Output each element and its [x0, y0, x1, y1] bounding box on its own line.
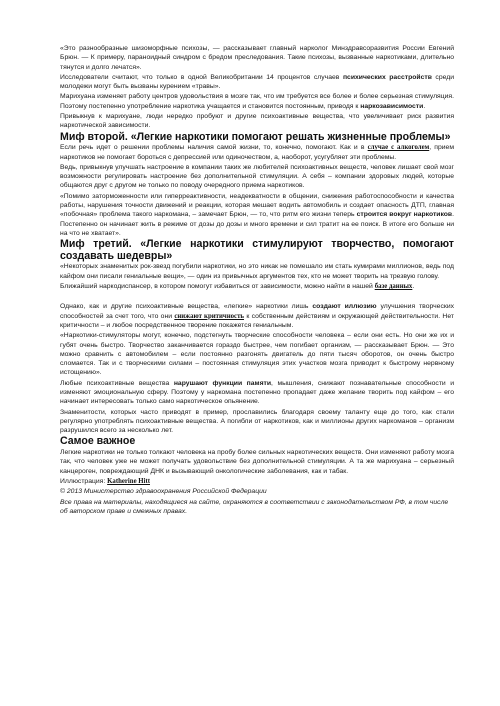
paragraph-quote-psychosis: «Это разнообразные шизоморфные психозы, — рассказывает главный нарколог Минздравсоразвития России Евгений Брюн. — К примеру, параноидный синдром с бредом преследования. Такие психозы, вызванные наркотиками, длительно тянутся и долго лечатся».: [60, 45, 454, 71]
link-database[interactable]: базе данных: [374, 283, 413, 291]
paragraph-brun-quote: [60, 192, 454, 238]
text: , мышления, снижают познавательные способности и изменяют эмоциональную сферу. Поэтому у наркомана постепенно пропадает даже желание творить под кайфом – его начинает интересовать только само наркотическое опьянение.: [60, 379, 455, 406]
link-illustrator[interactable]: Katherine Hitt: [107, 477, 150, 485]
text: Ближайший наркодиспансер, в котором помогут избавиться от зависимости, можно найти в нашей: [60, 283, 373, 291]
heading-myth-three: Миф третий. «Легкие наркотики стимулируют творчество, помогают создавать шедевры»: [60, 238, 454, 262]
emphasis-mental-disorders: психических расстройств: [342, 73, 432, 81]
text: Однако, как и другие психоактивные вещества, «легкие» наркотики лишь: [60, 303, 309, 311]
text: к собственным действиям и окружающей действительности. Нет критичности – и любое посредственное творение покажется гениальным.: [60, 312, 454, 329]
text: улучшения творческих способностей за счет того, что они: [60, 303, 455, 320]
emphasis-addiction: наркозависимости: [360, 102, 424, 110]
text: «Помимо заторможенности или гиперреактивности, неадекватности в общении, снижения работоспособности и качества работы, нарушения точности движений и реакции, которая мешает водить автомобиль и создает опасность ДТП, главная «побочная» проблема такого наркомана, – замечает Брюн, — то, что ритм его жизни теперь: [60, 192, 454, 219]
text: среди молодежи могут быть вызваны курением «травы».: [60, 73, 454, 91]
paragraph-marijuana-reward: [60, 92, 454, 111]
illustration-credit: [60, 477, 454, 486]
paragraph-celebrities: Знаменитости, которых часто приводят в пример, прославились благодаря своему таланту еще до того, как стали регулярно употреблять психоактивные вещества. А погибли от наркотиков, как и миллионы других наркоманов – организм разрушился всего за несколько лет.: [60, 408, 454, 435]
paragraph-memory: [60, 379, 454, 407]
paragraph-illusion: [60, 302, 454, 330]
text: Исследователи считают, что только в одной Великобритании 14 процентов случаев: [60, 73, 340, 81]
text: Если речь идет о решении проблемы наличия самой жизни, то, конечно, помогают. Как и в: [60, 144, 365, 152]
illustration-label: Иллюстрация:: [60, 477, 106, 485]
paragraph-stimulants: «Наркотики-стимуляторы могут, конечно, подстегнуть творческие способности человека – если они есть. Но они же их и губят очень быстро. Творчество заканчивается гораздо быстрее, чем погибает организм, — рассказывает Брюн. — Это можно сравнить с автомобилем – если постоянно разгонять двигатель до пяти тысяч оборотов, он очень быстро сломается. Так и с творческими силами – постоянная стимуляция этих участков мозга приводит к быстрому нервному истощению».: [60, 332, 454, 377]
emphasis-memory: нарушают функции памяти: [173, 379, 272, 387]
paragraph-research: [60, 73, 454, 92]
paragraph-mood-regulation: Ведь, привыкнув улучшать настроение в компании таких же любителей психоактивных веществ, человек лишает свой мозг возможности регулировать настроение без дополнительной стимуляции. А себя – компании здоровых людей, которые общаются друг с другом не только по поводу очередного приема наркотиков.: [60, 163, 454, 190]
text: Любые психоактивные вещества: [60, 379, 170, 387]
heading-myth-two: Миф второй. «Легкие наркотики помогают решать жизненные проблемы»: [60, 130, 451, 143]
spacer: [60, 292, 454, 302]
text: .: [423, 102, 426, 110]
emphasis-life-around-drugs: строится вокруг наркотиков: [356, 211, 453, 219]
link-criticality[interactable]: снижают критичность: [174, 312, 245, 320]
rights-notice: Все права на материалы, находящиеся на сайте, охраняются в соответствии с законодательством РФ, в том числе об авторском праве и смежных правах.: [60, 498, 449, 515]
paragraph-life-problems: [60, 143, 454, 162]
link-alcohol-case[interactable]: случае с алкоголем: [367, 144, 430, 152]
copyright: © 2013 Министерство здравоохранения Российской Федерации: [60, 488, 267, 496]
text: , прием наркотиков не помогает бороться с депрессией или одиночеством, а, наоборот, усугубляет эти проблемы.: [60, 144, 454, 161]
paragraph-rock-stars: «Некоторых знаменитых рок-звезд погубили наркотики, но это никак не помешало им стать кумирами миллионов, ведь под кайфом они писали гениальные вещи», — один из привычных аргументов тех, кто не может творить на трезвую голову.: [60, 263, 454, 280]
paragraph-summary: Легкие наркотики не только толкают человека на пробу более сильных наркотических веществ. Они изменяют работу мозга так, что человек уже не может получать удовольствие без дополнительной стимуляции. А та же марихуана – серьезный канцероген, повреждающий ДНК и вызывающий онкологические заболевания, как и табак.: [60, 449, 454, 475]
text: Марихуана изменяет работу центров удовольствия в мозге так, что им требуется все более и более серьезная стимуляция. Поэтому постепенно употребление наркотика учащается и становится постоянным, приводя к: [60, 93, 454, 110]
paragraph-other-substances: Привыкнув к марихуане, люди нередко пробуют и другие психоактивные вещества, что увеличивает риск развития наркотической зависимости.: [60, 113, 454, 130]
text: . Постепенно он начинает жить в режиме от дозы до дозы и много времени и сил тратит на ее поиск. В итоге его больше ни на что не хватает».: [60, 211, 455, 237]
emphasis-illusion: создают иллюзию: [312, 303, 377, 311]
text: .: [412, 283, 415, 291]
heading-most-important: Самое важное: [60, 435, 136, 448]
paragraph-clinic-database: [60, 282, 454, 291]
footer: [60, 487, 454, 516]
